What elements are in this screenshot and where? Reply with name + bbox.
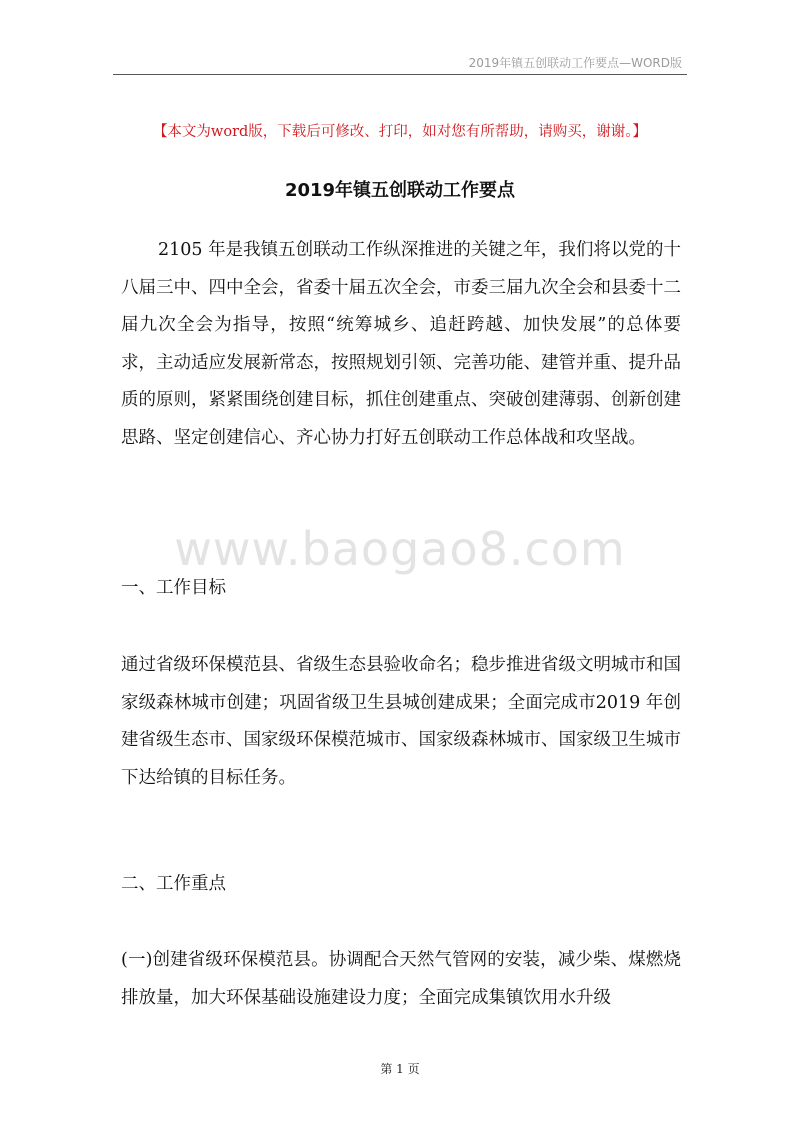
section-heading-goals: 一、工作目标 [121, 578, 226, 598]
section-heading-focus: 二、工作重点 [121, 874, 226, 894]
page-number: 第 1 页 [380, 1062, 420, 1076]
watermark: www.baogao8.com [174, 522, 626, 576]
running-header: 2019年镇五创联动工作要点—WORD版 [468, 56, 682, 70]
intro-paragraph: 2105 年是我镇五创联动工作纵深推进的关键之年，我们将以党的十八届三中、四中全会，省委十届五次全会，市委三届九次全会和县委十二届九次全会为指导，按照“统筹城乡、追赶跨越、加快发展”的总体要求，主动适应发展新常态，按照规划引领、完善功能、建管并重、提升品质的原则，紧紧围绕创建目标，抓住创建重点、突破创建薄弱、创新创建思路、坚定创建信心、齐心协力打好五创联动工作总体战和攻坚战。 [121, 240, 681, 448]
purchase-notice: 【本文为word版，下载后可修改、打印，如对您有所帮助，请购买，谢谢。】 [152, 124, 648, 140]
header-divider [113, 74, 687, 75]
document-title: 2019年镇五创联动工作要点 [284, 180, 516, 201]
goals-paragraph: 通过省级环保模范县、省级生态县验收命名；稳步推进省级文明城市和国家级森林城市创建；巩固省级卫生县城创建成果；全面完成市2019 年创建省级生态市、国家级环保模范城市、国家级森林城市、国家级卫生城市下达给镇的目标任务。 [121, 655, 681, 788]
focus-paragraph: (一)创建省级环保模范县。协调配合天然气管网的安装，减少柴、煤燃烧排放量，加大环保基础设施建设力度；全面完成集镇饮用水升级 [121, 950, 681, 1008]
